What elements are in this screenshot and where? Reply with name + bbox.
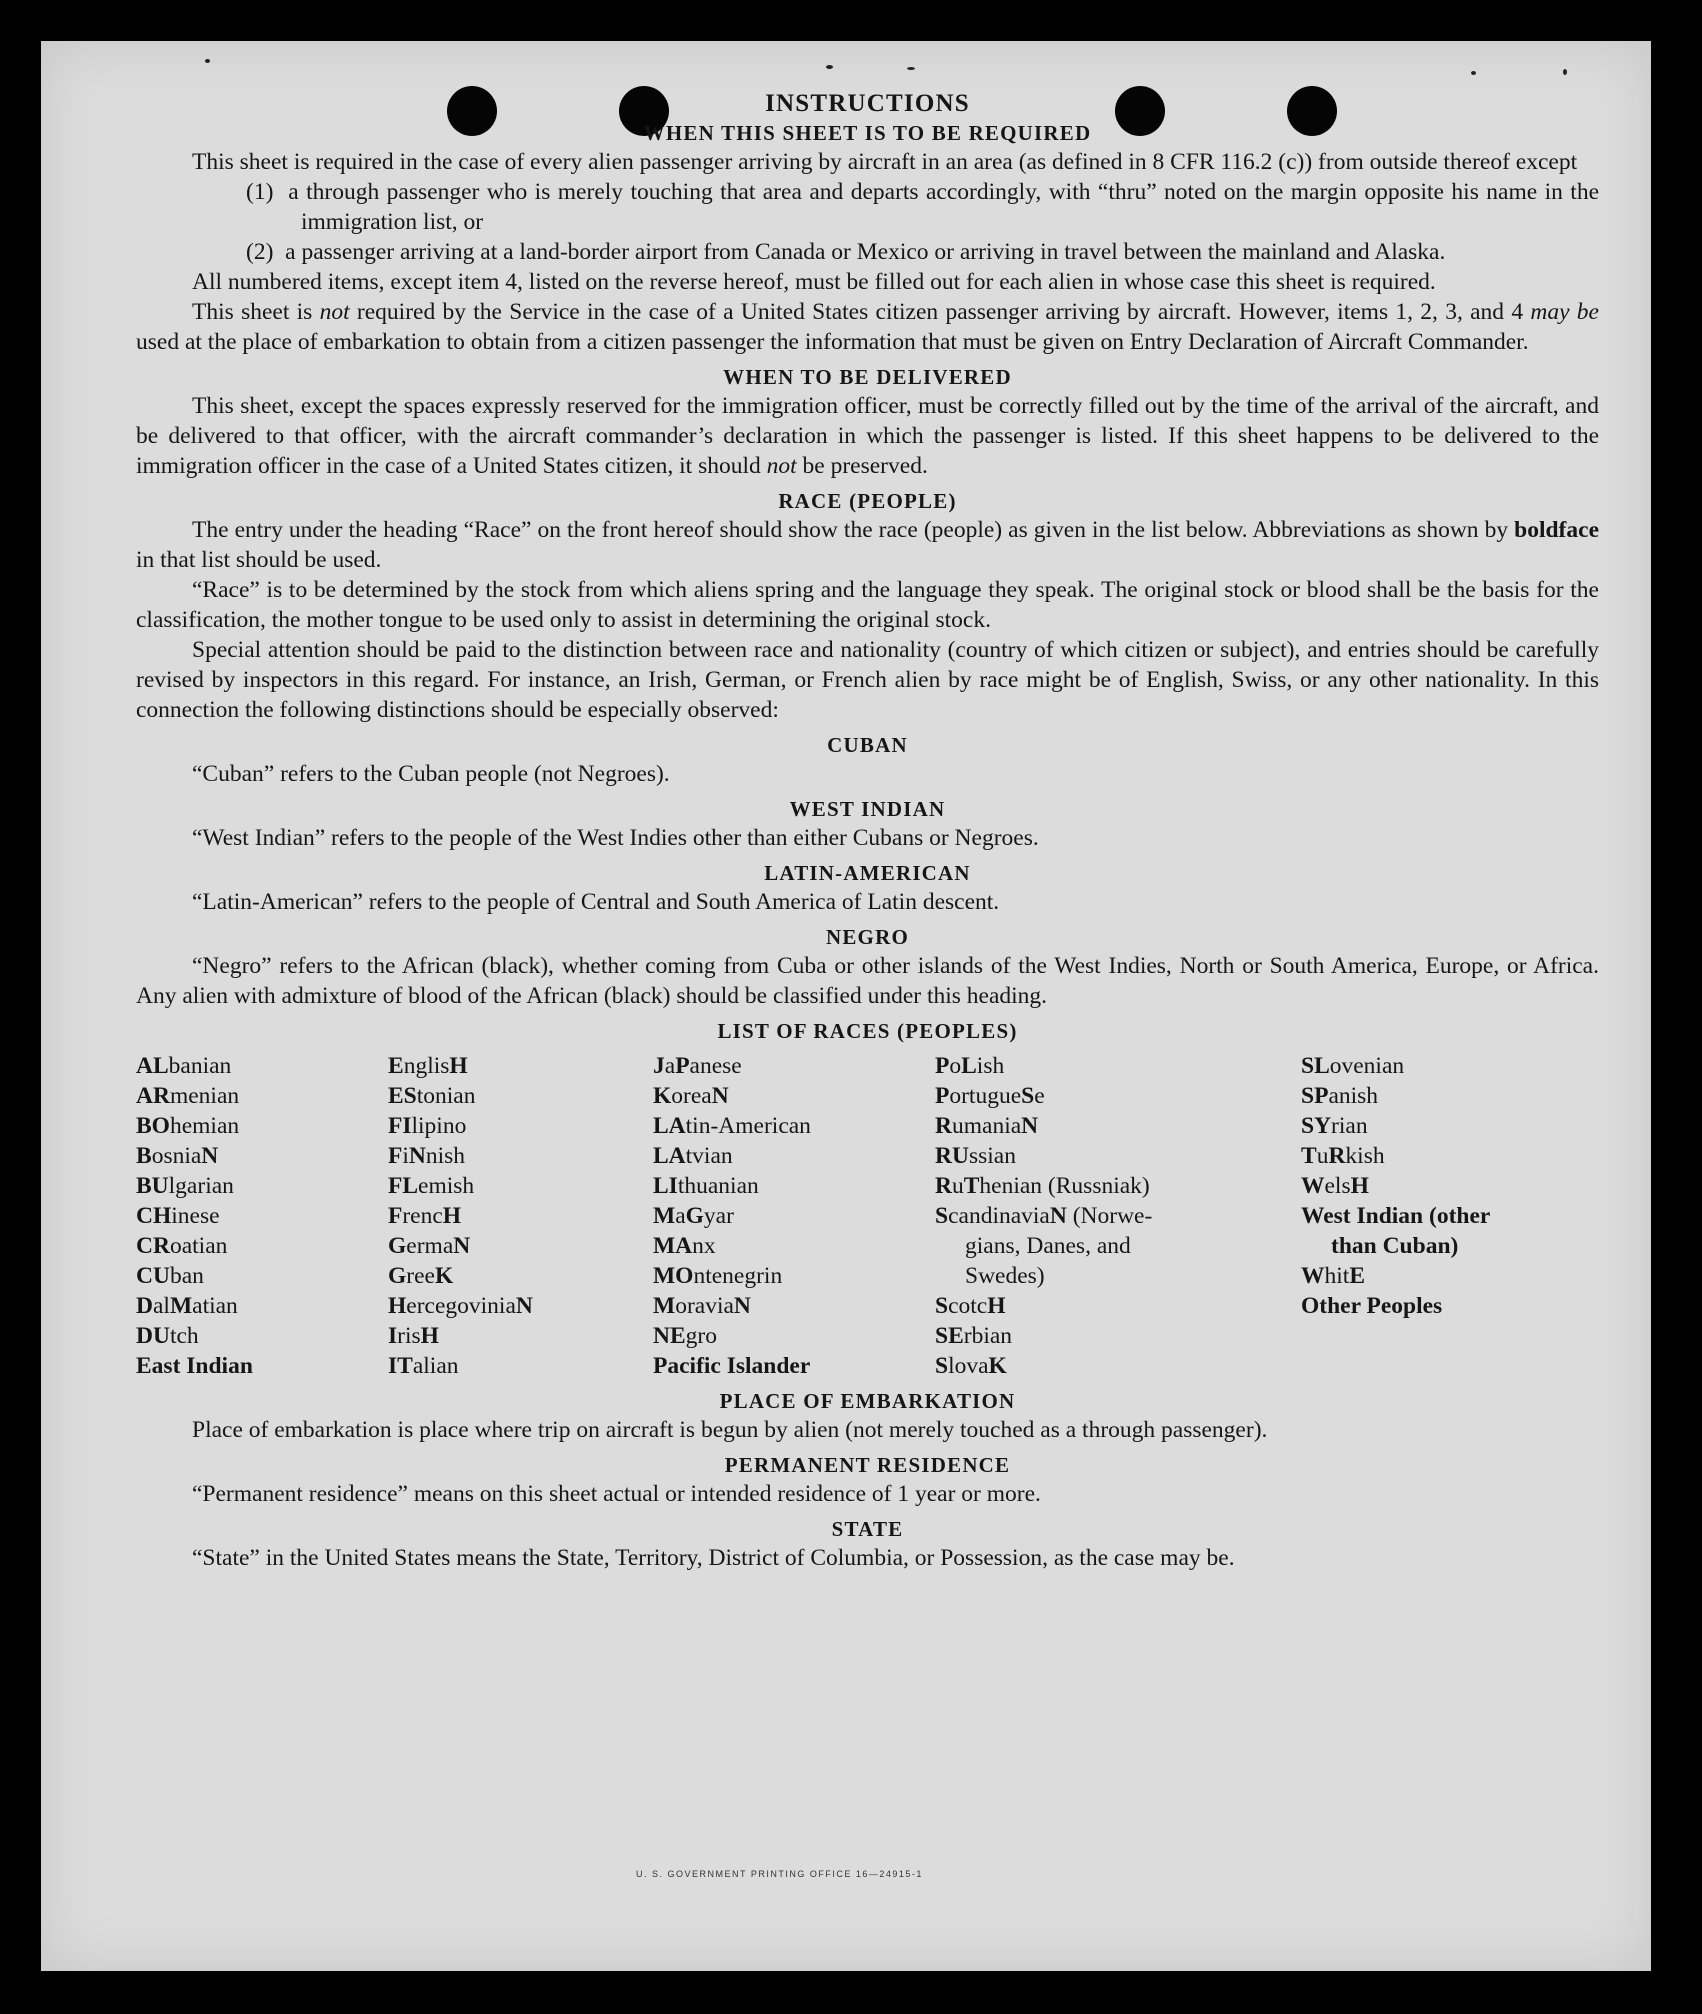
paragraph: This sheet is not required by the Service in the case of a United States citizen passenger arriving by aircraft. However, items 1, 2, 3, and 4 may be used at the place of embarkation to obtain from a citizen passenger the information that must be given on Entry Declaration of Aircraft Commander. <box>136 299 1599 355</box>
document-sheet <box>41 41 1651 1971</box>
race-entry: East Indian <box>136 1353 253 1379</box>
race-entry: JaPanese <box>653 1053 742 1079</box>
race-entry: FLemish <box>388 1173 475 1199</box>
paragraph: Special attention should be paid to the distinction between race and nationality (country of which citizen or subject), and entries should be carefully revised by inspectors in this regard. For instance, an Irish, German, or French alien by race might be of English, Swiss, or any other nationality. In this connection the following distinctions should be especially observed: <box>136 637 1599 723</box>
race-entry: MaGyar <box>653 1203 734 1229</box>
paragraph: The entry under the heading “Race” on the front hereof should show the race (people) as given in the list below. Abbreviations as shown by boldface in that list should be used. <box>136 517 1599 573</box>
race-entry: PoLish <box>935 1053 1005 1079</box>
race-entry: SYrian <box>1301 1113 1368 1139</box>
race-entry: RUssian <box>935 1143 1016 1169</box>
section-heading-latin-american: LATIN-AMERICAN <box>764 861 971 885</box>
race-entry: KoreaN <box>653 1083 729 1109</box>
race-list <box>136 1051 1599 1381</box>
paragraph: This sheet is required in the case of every alien passenger arriving by aircraft in an area (as defined in 8 CFR 116.2 (c)) from outside thereof except <box>192 149 1578 175</box>
race-entry: West Indian (other <box>1301 1203 1491 1229</box>
section-heading-list-of-races: LIST OF RACES (PEOPLES) <box>717 1019 1018 1043</box>
section-heading-embarkation: PLACE OF EMBARKATION <box>719 1389 1016 1413</box>
race-entry: EStonian <box>388 1083 476 1109</box>
race-entry: SlovaK <box>935 1353 1007 1379</box>
race-column <box>136 1051 388 1381</box>
race-entry: gians, Danes, and <box>965 1233 1131 1259</box>
item-number: (1) <box>246 179 274 205</box>
section-heading-race: RACE (PEOPLE) <box>778 489 957 513</box>
race-entry: MoraviaN <box>653 1293 751 1319</box>
section-heading-state: STATE <box>831 1517 904 1541</box>
section-heading-when-required: WHEN THIS SHEET IS TO BE REQUIRED <box>643 121 1092 145</box>
race-column <box>935 1051 1301 1381</box>
item-text: a through passenger who is merely touching that area and departs accordingly, with “thru” noted on the margin opposite his name in the immigration list, or <box>288 179 1600 235</box>
race-entry: Other Peoples <box>1301 1293 1443 1319</box>
race-entry: CRoatian <box>136 1233 228 1259</box>
instructions-content <box>136 89 1599 1573</box>
race-column <box>653 1051 935 1381</box>
dust-speck <box>826 65 833 69</box>
race-entry: CHinese <box>136 1203 220 1229</box>
race-column <box>388 1051 653 1381</box>
dust-speck <box>1471 71 1476 75</box>
section-heading-when-delivered: WHEN TO BE DELIVERED <box>723 365 1012 389</box>
race-entry: GermaN <box>388 1233 471 1259</box>
race-entry: WelsH <box>1301 1173 1369 1199</box>
race-entry: SPanish <box>1301 1083 1379 1109</box>
race-entry: NEgro <box>653 1323 717 1349</box>
race-entry: DUtch <box>136 1323 199 1349</box>
race-entry: HercegoviniaN <box>388 1293 533 1319</box>
race-entry: BUlgarian <box>136 1173 234 1199</box>
race-entry: than Cuban) <box>1331 1233 1459 1259</box>
dust-speck <box>907 67 915 70</box>
item-text: a passenger arriving at a land-border airport from Canada or Mexico or arriving in travel between the mainland and Alaska. <box>285 239 1446 265</box>
race-entry: EnglisH <box>388 1053 468 1079</box>
race-entry: SErbian <box>935 1323 1013 1349</box>
list-item <box>246 237 1599 267</box>
page-title: INSTRUCTIONS <box>765 90 970 117</box>
paragraph: “Race” is to be determined by the stock from which aliens spring and the language they speak. The original stock or blood shall be the basis for the classification, the mother tongue to be used only to assist in determining the original stock. <box>136 577 1599 633</box>
race-entry: RumaniaN <box>935 1113 1039 1139</box>
printer-imprint: U. S. GOVERNMENT PRINTING OFFICE 16—24915-1 <box>636 1869 923 1879</box>
race-entry: ARmenian <box>136 1083 240 1109</box>
race-column <box>1301 1051 1561 1381</box>
race-entry: ITalian <box>388 1353 459 1379</box>
race-entry: FrencH <box>388 1203 462 1229</box>
race-entry: ScotcH <box>935 1293 1006 1319</box>
section-heading-permanent-residence: PERMANENT RESIDENCE <box>724 1453 1011 1477</box>
list-item <box>246 177 1599 237</box>
race-entry: MOntenegrin <box>653 1263 783 1289</box>
paragraph: “Latin-American” refers to the people of Central and South America of Latin descent. <box>192 889 1000 915</box>
race-entry: MAnx <box>653 1233 716 1259</box>
item-number: (2) <box>246 239 274 265</box>
race-entry: LAtin-American <box>653 1113 811 1139</box>
paragraph: “Permanent residence” means on this sheet actual or intended residence of 1 year or more. <box>192 1481 1041 1507</box>
dust-speck <box>1563 69 1567 75</box>
race-entry: SLovenian <box>1301 1053 1405 1079</box>
race-entry: ScandinaviaN (Norwe- <box>935 1203 1153 1229</box>
race-entry: DalMatian <box>136 1293 238 1319</box>
race-entry: BOhemian <box>136 1113 240 1139</box>
section-heading-cuban: CUBAN <box>827 733 908 757</box>
race-entry: TuRkish <box>1301 1143 1385 1169</box>
paragraph: “Negro” refers to the African (black), whether coming from Cuba or other islands of the West Indies, North or South America, Europe, or Africa. Any alien with admixture of blood of the African (black) should be classified under this heading. <box>136 953 1599 1009</box>
race-entry: Pacific Islander <box>653 1353 811 1379</box>
race-entry: LAtvian <box>653 1143 733 1169</box>
section-heading-west-indian: WEST INDIAN <box>789 797 946 821</box>
race-entry: WhitE <box>1301 1263 1365 1289</box>
race-entry: LIthuanian <box>653 1173 759 1199</box>
race-entry: IrisH <box>388 1323 439 1349</box>
race-entry: FIlipino <box>388 1113 467 1139</box>
race-entry: RuThenian (Russniak) <box>935 1173 1150 1199</box>
race-entry: GreeK <box>388 1263 454 1289</box>
paragraph: All numbered items, except item 4, listed on the reverse hereof, must be filled out for each alien in whose case this sheet is required. <box>192 269 1436 295</box>
paragraph: “Cuban” refers to the Cuban people (not Negroes). <box>192 761 670 787</box>
race-entry: FiNnish <box>388 1143 466 1169</box>
race-entry: CUban <box>136 1263 204 1289</box>
race-entry: BosniaN <box>136 1143 219 1169</box>
paragraph: This sheet, except the spaces expressly reserved for the immigration officer, must be correctly filled out by the time of the arrival of the aircraft, and be delivered to that officer, with the aircraft commander’s declaration in which the passenger is listed. If this sheet happens to be delivered to the immigration officer in the case of a United States citizen, it should not be preserved. <box>136 393 1599 479</box>
race-entry: PortugueSe <box>935 1083 1045 1109</box>
race-entry: ALbanian <box>136 1053 232 1079</box>
section-heading-negro: NEGRO <box>825 925 909 949</box>
paragraph: “State” in the United States means the State, Territory, District of Columbia, or Possession, as the case may be. <box>192 1545 1235 1571</box>
paragraph: Place of embarkation is place where trip on aircraft is begun by alien (not merely touched as a through passenger). <box>192 1417 1268 1443</box>
race-entry: Swedes) <box>965 1263 1045 1289</box>
dust-speck <box>205 59 210 63</box>
paragraph: “West Indian” refers to the people of the West Indies other than either Cubans or Negroes. <box>192 825 1039 851</box>
